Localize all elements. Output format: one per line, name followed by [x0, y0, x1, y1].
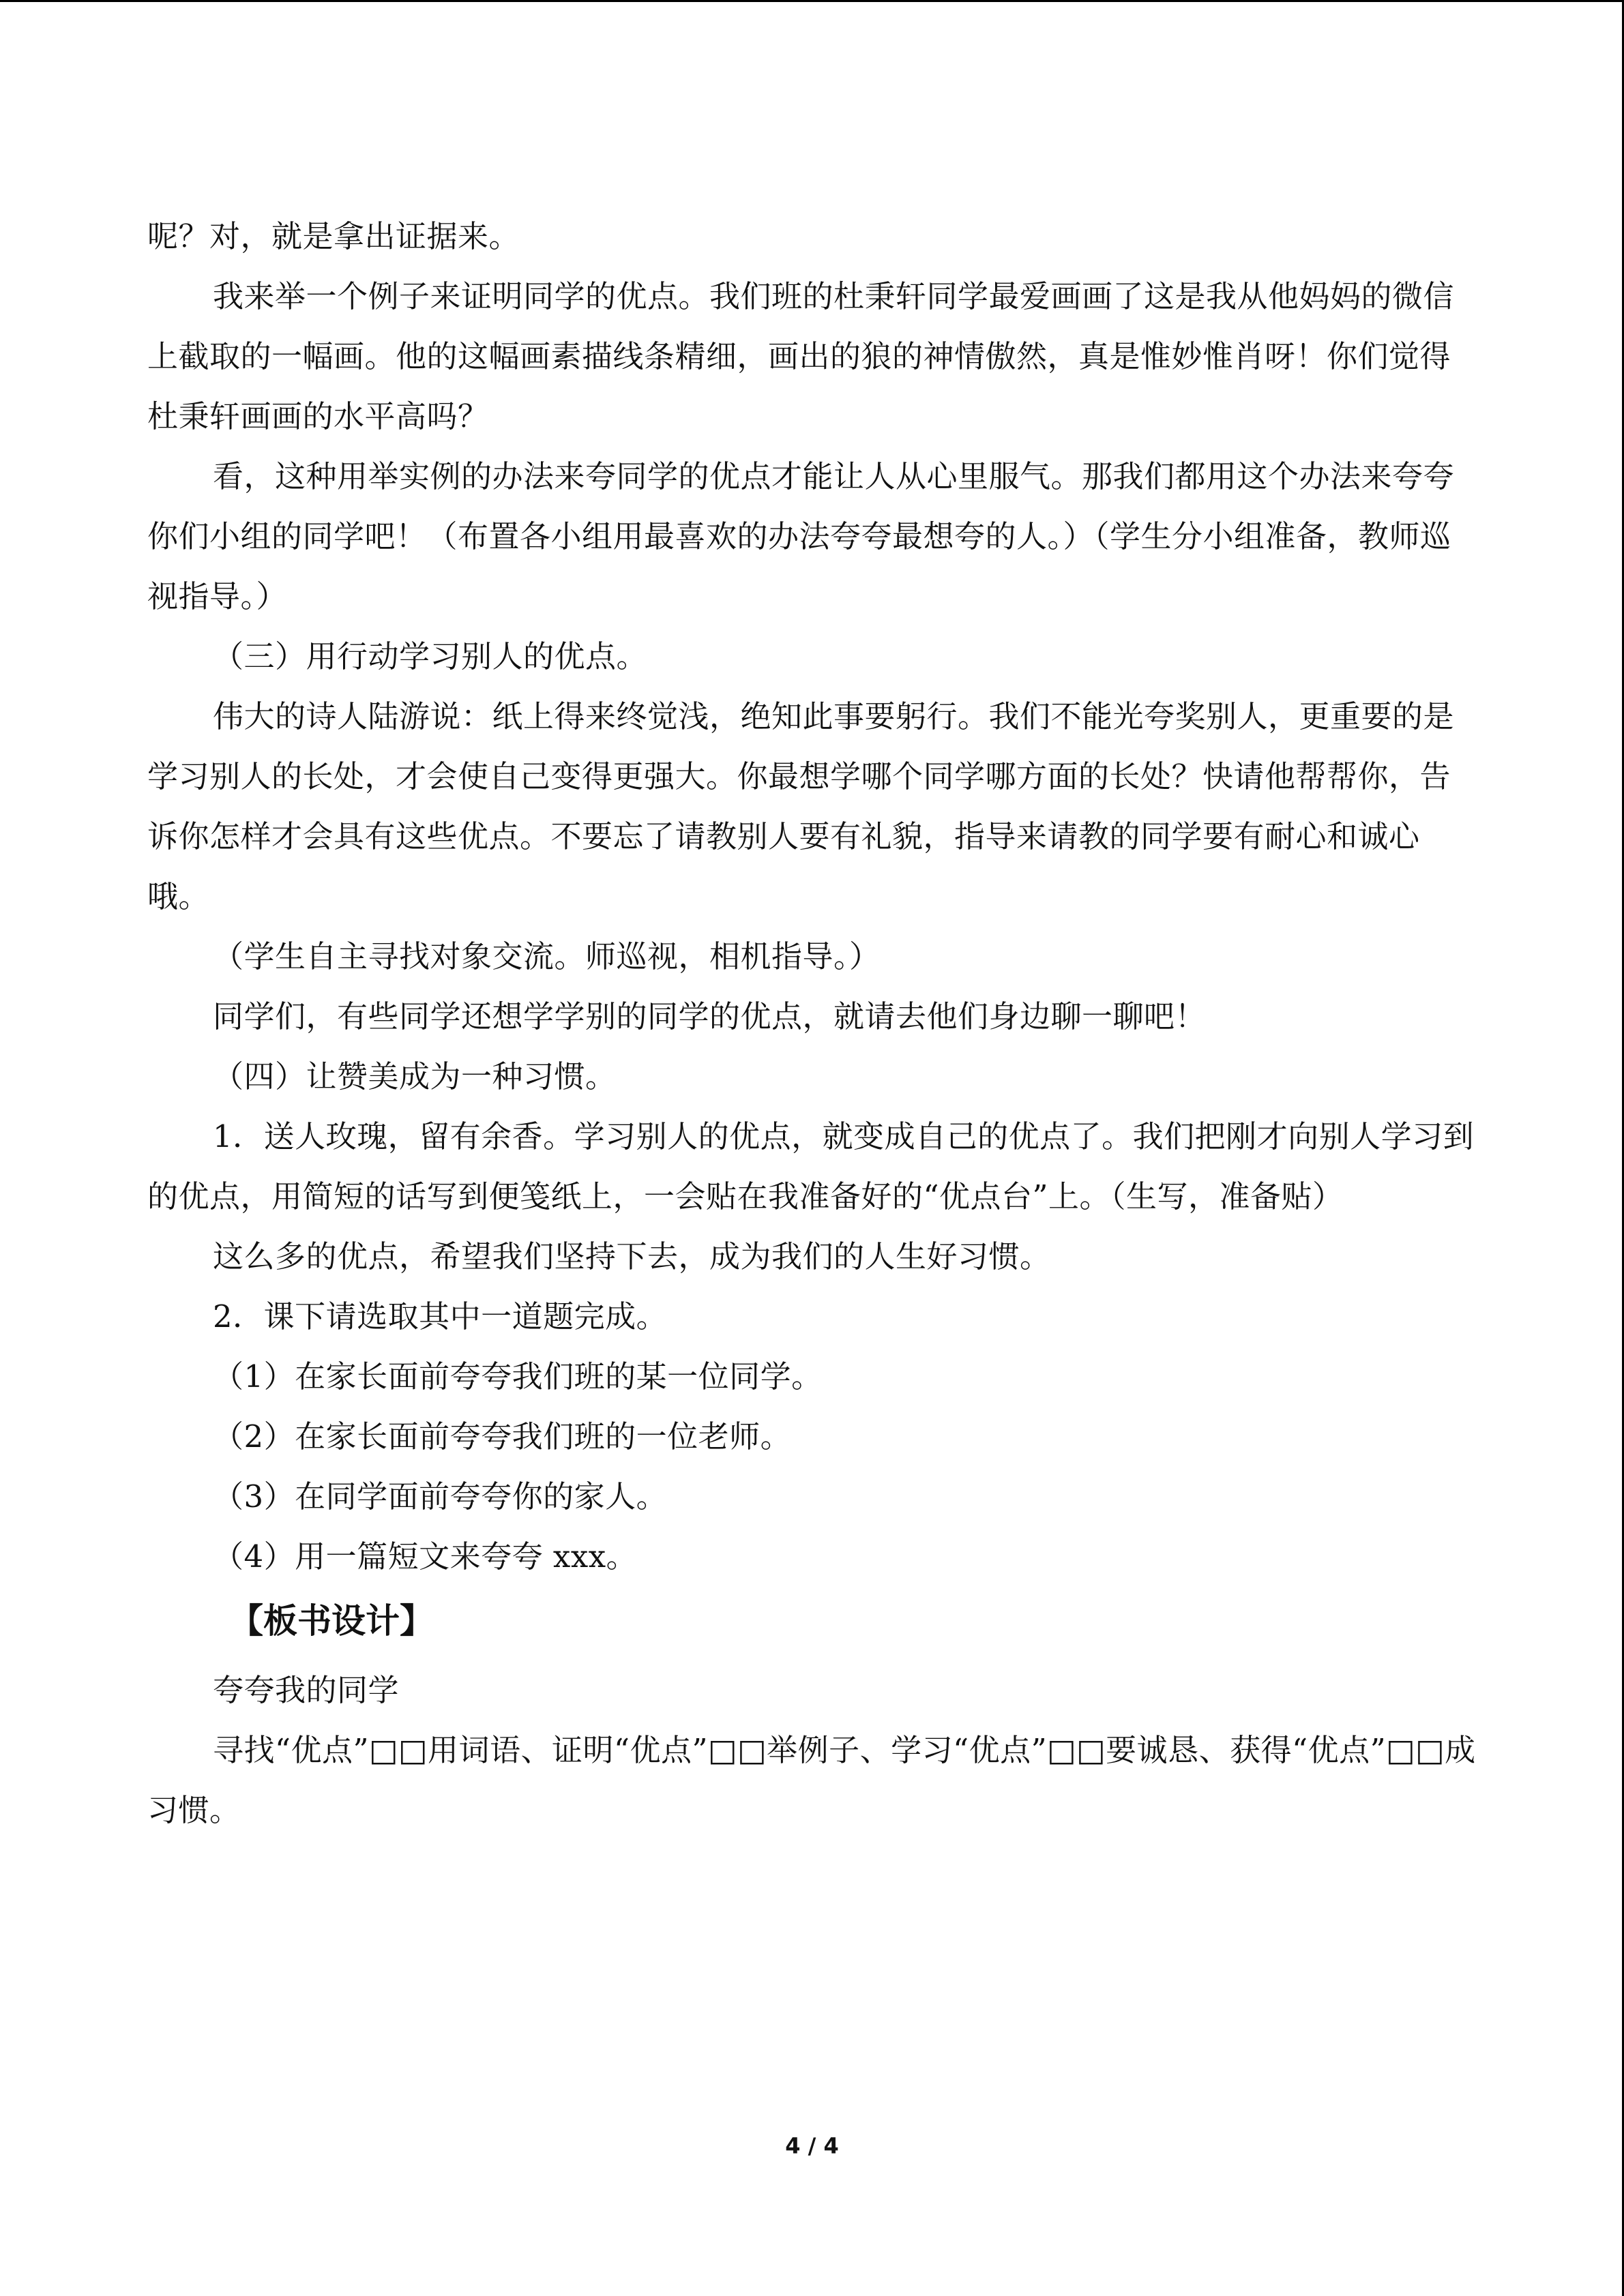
paragraph-lu-you: 伟大的诗人陆游说：纸上得来终觉浅，绝知此事要躬行。我们不能光夸奖别人，更重要的是学习别人的长处，才会使自己变得更强大。你最想学哪个同学哪方面的长处？快请他帮帮你，告诉你怎样才会具有这些优点。不要忘了请教别人要有礼貌，指导来请教的同学要有耐心和诚心哦。 [147, 698, 1455, 914]
paragraph-student-activity: （学生自主寻找对象交流。师巡视，相机指导。） [213, 938, 881, 974]
board-title: 夸夸我的同学 [213, 1672, 400, 1708]
paragraph-homework: 2．课下请选取其中一道题完成。 [213, 1298, 668, 1335]
board-body: 寻找“优点”□□用词语、证明“优点”□□举例子、学习“优点”□□要诚恳、获得“优点”□□成习惯。 [147, 1732, 1476, 1828]
paragraph-invitation: 同学们，有些同学还想学学别的同学的优点，就请去他们身边聊一聊吧！ [213, 998, 1207, 1034]
homework-option-3: （3）在同学面前夸夸你的家人。 [213, 1478, 668, 1515]
homework-option-4: （4）用一篇短文来夸夸 xxx。 [213, 1538, 638, 1575]
section-4-title: （四）让赞美成为一种习惯。 [213, 1058, 617, 1094]
page-number: 4 / 4 [785, 2133, 839, 2159]
paragraph-continuation: 呢？对，就是拿出证据来。 [147, 218, 520, 254]
paragraph-method: 看，这种用举实例的办法来夸同学的优点才能让人从心里服气。那我们都用这个办法来夸夸你们小组的同学吧！（布置各小组用最喜欢的办法夸夸最想夸的人。）（学生分小组准备，教师巡视指导。） [147, 458, 1455, 614]
paragraph-example: 我来举一个例子来证明同学的优点。我们班的杜秉轩同学最爱画画了这是我从他妈妈的微信上截取的一幅画。他的这幅画素描线条精细，画出的狼的神情傲然，真是惟妙惟肖呀！你们觉得杜秉轩画画的水平高吗？ [147, 278, 1455, 434]
homework-option-1: （1）在家长面前夸夸我们班的某一位同学。 [213, 1358, 823, 1395]
section-3-title: （三）用行动学习别人的优点。 [213, 638, 648, 674]
paragraph-roses: 1．送人玫瑰，留有余香。学习别人的优点，就变成自己的优点了。我们把刚才向别人学习到的优点，用简短的话写到便笺纸上，一会贴在我准备好的“优点台”上。（生写，准备贴） [147, 1118, 1475, 1214]
section-heading: 【板书设计】 [229, 1601, 434, 1641]
paragraph-habit: 这么多的优点，希望我们坚持下去，成为我们的人生好习惯。 [213, 1238, 1051, 1274]
document-body [147, 207, 1477, 1840]
homework-option-2: （2）在家长面前夸夸我们班的一位老师。 [213, 1418, 792, 1455]
